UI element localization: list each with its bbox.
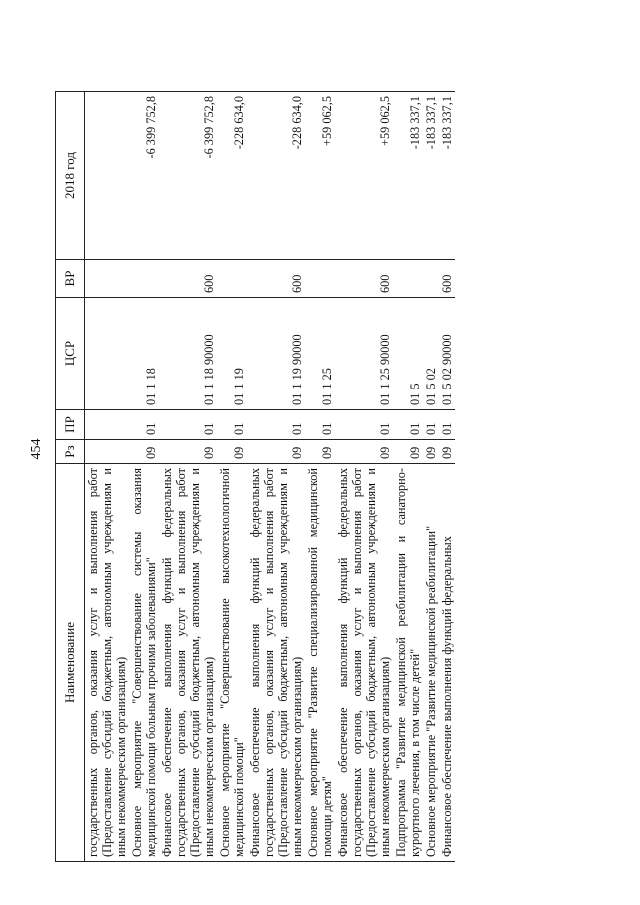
row-vr	[129, 260, 159, 298]
row-vr	[423, 260, 439, 298]
table-row	[159, 92, 217, 862]
table-row	[335, 92, 393, 862]
row-csr	[85, 298, 130, 410]
row-amount	[85, 92, 130, 260]
row-rz: 09	[217, 440, 247, 464]
row-name: Основное мероприятие "Развитие специализированной медицинской помощи детям"	[305, 464, 335, 862]
header-year: 2018 год	[56, 92, 85, 260]
row-amount: +59 062,5	[305, 92, 335, 260]
table-row	[217, 92, 247, 862]
row-pr: 01	[305, 410, 335, 440]
row-csr: 01 5 02	[423, 298, 439, 410]
row-csr: 01 1 18	[129, 298, 159, 410]
row-rz: 09	[439, 440, 455, 464]
row-csr: 01 5 02 90000	[439, 298, 455, 410]
row-csr: 01 1 25	[305, 298, 335, 410]
budget-table	[55, 91, 455, 862]
row-amount: -183 337,1	[393, 92, 423, 260]
row-vr	[393, 260, 423, 298]
row-rz: 09	[247, 440, 305, 464]
page-number: 454	[29, 438, 44, 460]
row-rz: 09	[305, 440, 335, 464]
row-pr: 01	[423, 410, 439, 440]
row-rz	[85, 440, 130, 464]
table-row	[85, 92, 130, 862]
row-name: Финансовое обеспечение выполнения функций федеральных государственных органов, оказания услуг и выполнения работ (Предоставление субсидий бюджетным, автономным учреждениям и иным некоммерческим организациям)	[247, 464, 305, 862]
table-row	[439, 92, 455, 862]
table-row	[393, 92, 423, 862]
row-vr: 600	[247, 260, 305, 298]
row-name: Финансовое обеспечение выполнения функций федеральных	[439, 464, 455, 862]
row-vr: 600	[439, 260, 455, 298]
row-pr: 01	[335, 410, 393, 440]
row-amount: -183 337,1	[423, 92, 439, 260]
header-rz: Рз	[56, 440, 85, 464]
row-name: Основное мероприятие "Развитие медицинской реабилитации"	[423, 464, 439, 862]
header-pr: ПР	[56, 410, 85, 440]
row-vr	[85, 260, 130, 298]
row-vr: 600	[335, 260, 393, 298]
row-amount: -228 634,0	[247, 92, 305, 260]
row-rz: 09	[129, 440, 159, 464]
row-pr: 01	[129, 410, 159, 440]
header-name: Наименование	[56, 464, 85, 862]
row-amount: -6 399 752,8	[129, 92, 159, 260]
row-pr: 01	[159, 410, 217, 440]
row-csr: 01 1 19 90000	[247, 298, 305, 410]
row-vr	[217, 260, 247, 298]
row-csr: 01 5	[393, 298, 423, 410]
row-name: Финансовое обеспечение выполнения функций федеральных государственных органов, оказания услуг и выполнения работ (Предоставление субсидий бюджетным, автономным учреждениям и иным некоммерческим организациям)	[159, 464, 217, 862]
row-pr: 01	[393, 410, 423, 440]
header-vr: ВР	[56, 260, 85, 298]
rotated-table-container	[55, 92, 615, 862]
row-rz: 09	[335, 440, 393, 464]
row-csr: 01 1 18 90000	[159, 298, 217, 410]
row-amount: -6 399 752,8	[159, 92, 217, 260]
table-row	[247, 92, 305, 862]
table-row	[305, 92, 335, 862]
row-name: государственных органов, оказания услуг и выполнения работ (Предоставление субсидий бюджетным, автономным учреждениям и иным некоммерческим организациям)	[85, 464, 130, 862]
row-amount: -228 634,0	[217, 92, 247, 260]
row-pr: 01	[439, 410, 455, 440]
row-name: Основное мероприятие "Совершенствование высокотехнологичной медицинской помощи"	[217, 464, 247, 862]
row-csr: 01 1 25 90000	[335, 298, 393, 410]
table-row	[423, 92, 439, 862]
header-csr: ЦСР	[56, 298, 85, 410]
row-vr: 600	[159, 260, 217, 298]
row-rz: 09	[159, 440, 217, 464]
row-rz: 09	[393, 440, 423, 464]
table-header-row	[56, 92, 85, 862]
row-name: Основное мероприятие "Совершенствование системы оказания медицинской помощи больным прочими заболеваниями"	[129, 464, 159, 862]
row-rz: 09	[423, 440, 439, 464]
row-amount: +59 062,5	[335, 92, 393, 260]
row-pr: 01	[247, 410, 305, 440]
row-pr: 01	[217, 410, 247, 440]
row-name: Подпрограмма "Развитие медицинской реабилитации и санаторно-курортного лечения, в том числе детей"	[393, 464, 423, 862]
table-row	[129, 92, 159, 862]
row-pr	[85, 410, 130, 440]
row-csr: 01 1 19	[217, 298, 247, 410]
row-amount: -183 337,1	[439, 92, 455, 260]
row-vr	[305, 260, 335, 298]
row-name: Финансовое обеспечение выполнения функций федеральных государственных органов, оказания услуг и выполнения работ (Предоставление субсидий бюджетным, автономным учреждениям и иным некоммерческим организациям)	[335, 464, 393, 862]
